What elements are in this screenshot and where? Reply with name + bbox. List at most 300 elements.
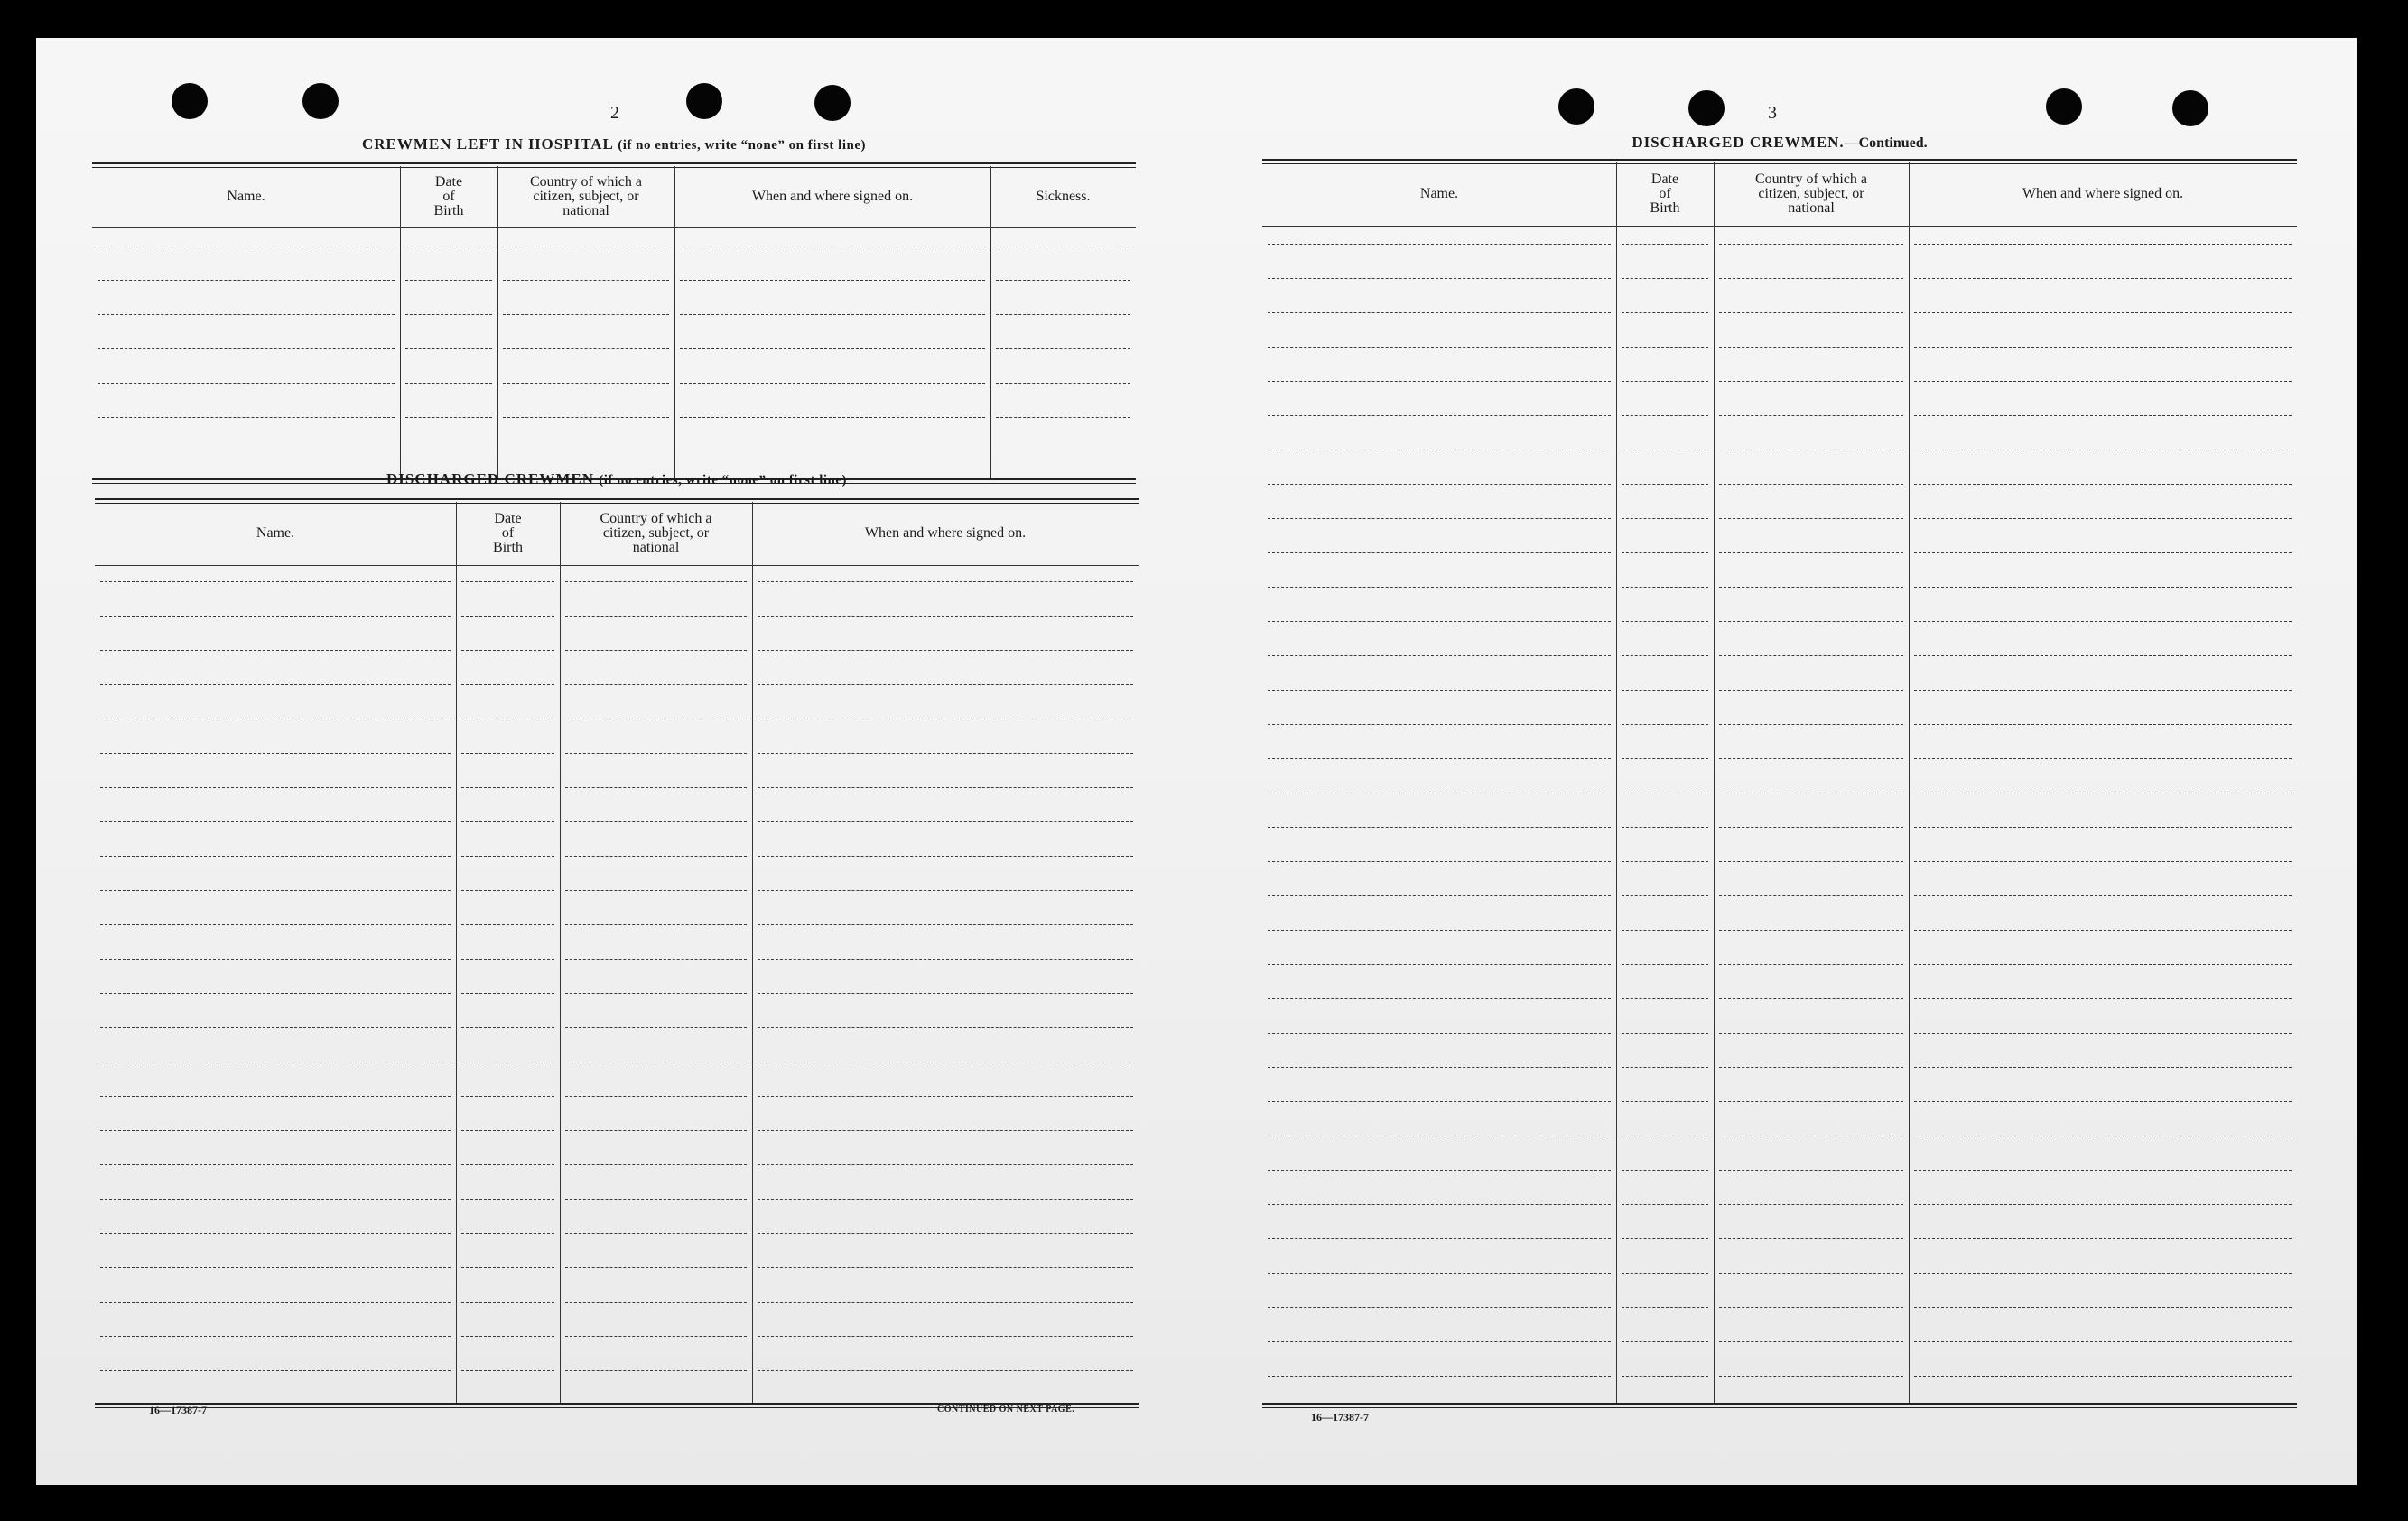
entry-cell[interactable] — [1914, 1341, 2292, 1342]
entry-cell[interactable] — [1622, 347, 1708, 348]
entry-cell[interactable] — [1719, 347, 1903, 348]
header-rule — [92, 227, 1136, 228]
column-header-line: When and where signed on. — [864, 525, 1027, 541]
entry-cell[interactable] — [1719, 484, 1903, 485]
entry-cell[interactable] — [1914, 1033, 2292, 1034]
entry-cell[interactable] — [1622, 861, 1708, 862]
column-header-line: Birth — [433, 203, 464, 218]
entry-cell[interactable] — [996, 348, 1130, 349]
entry-cell[interactable] — [1914, 244, 2292, 245]
entry-cell[interactable] — [1622, 1273, 1708, 1274]
entry-cell[interactable] — [1914, 895, 2292, 896]
column-header-line: national — [632, 540, 680, 555]
entry-cell[interactable] — [1622, 895, 1708, 896]
entry-cell[interactable] — [1719, 1033, 1903, 1034]
column-header-line: Birth — [1650, 200, 1680, 216]
table-bottom-rule — [1262, 1403, 2297, 1408]
entry-cell[interactable] — [1622, 1170, 1708, 1171]
column-header — [1909, 164, 2297, 224]
column-header-line: citizen, subject, or — [533, 189, 639, 204]
entry-cell[interactable] — [405, 417, 492, 418]
entry-cell[interactable] — [461, 1164, 554, 1165]
entry-cell[interactable] — [1914, 381, 2292, 382]
continued-section-title — [1262, 134, 2297, 152]
column-header — [990, 168, 1136, 226]
column-header-line: Country of which a — [1755, 172, 1867, 187]
entry-cell[interactable] — [565, 650, 747, 651]
column-divider — [1909, 162, 1910, 1403]
column-divider — [1616, 162, 1617, 1403]
entry-cell[interactable] — [100, 959, 451, 960]
entry-cell[interactable] — [758, 1164, 1133, 1165]
entry-cell[interactable] — [1622, 1238, 1708, 1239]
entry-cell[interactable] — [565, 1027, 747, 1028]
entry-cell[interactable] — [98, 417, 395, 418]
column-header-line: Date — [494, 511, 522, 526]
entry-cell[interactable] — [461, 1199, 554, 1200]
entry-cell[interactable] — [996, 383, 1130, 384]
entry-cell[interactable] — [100, 1336, 451, 1337]
entry-cell[interactable] — [503, 348, 669, 349]
entry-cell[interactable] — [100, 993, 451, 994]
entry-cell[interactable] — [100, 1096, 451, 1097]
entry-cell[interactable] — [680, 348, 985, 349]
entry-cell[interactable] — [1719, 518, 1903, 519]
entry-cell[interactable] — [1268, 621, 1611, 622]
entry-cell[interactable] — [1914, 1067, 2292, 1068]
entry-cell[interactable] — [758, 1130, 1133, 1131]
entry-cell[interactable] — [1914, 621, 2292, 622]
entry-cell[interactable] — [1268, 724, 1611, 725]
entry-cell[interactable] — [1914, 724, 2292, 725]
entry-cell[interactable] — [758, 787, 1133, 788]
entry-cell[interactable] — [1914, 1101, 2292, 1102]
entry-cell[interactable] — [100, 1130, 451, 1131]
page-number-left: 2 — [610, 103, 619, 123]
entry-cell[interactable] — [758, 1199, 1133, 1200]
column-header — [752, 504, 1139, 563]
entry-cell[interactable] — [1622, 690, 1708, 691]
entry-cell[interactable] — [1719, 895, 1903, 896]
column-header-line: Sickness. — [1036, 189, 1091, 204]
entry-cell[interactable] — [1622, 1307, 1708, 1308]
entry-cell[interactable] — [565, 1370, 747, 1371]
entry-cell[interactable] — [1622, 1033, 1708, 1034]
column-divider — [752, 502, 753, 1403]
entry-cell[interactable] — [461, 1027, 554, 1028]
column-header-line: of — [442, 189, 455, 204]
entry-cell[interactable] — [1719, 861, 1903, 862]
entry-cell[interactable] — [1268, 587, 1611, 588]
entry-cell[interactable] — [100, 650, 451, 651]
entry-cell[interactable] — [1719, 1376, 1903, 1377]
entry-cell[interactable] — [461, 924, 554, 925]
entry-cell[interactable] — [100, 890, 451, 891]
entry-cell[interactable] — [1268, 1101, 1611, 1102]
entry-cell[interactable] — [461, 1370, 554, 1371]
entry-cell[interactable] — [565, 1302, 747, 1303]
punch-hole — [2172, 90, 2208, 126]
entry-cell[interactable] — [461, 684, 554, 685]
entry-cell[interactable] — [565, 924, 747, 925]
entry-cell[interactable] — [405, 348, 492, 349]
entry-cell[interactable] — [1719, 1067, 1903, 1068]
entry-cell[interactable] — [98, 383, 395, 384]
entry-cell[interactable] — [1914, 484, 2292, 485]
entry-cell[interactable] — [1914, 1307, 2292, 1308]
entry-cell[interactable] — [1622, 1376, 1708, 1377]
entry-cell[interactable] — [503, 314, 669, 315]
column-divider — [1714, 162, 1715, 1403]
entry-cell[interactable] — [1914, 1170, 2292, 1171]
entry-cell[interactable] — [758, 1267, 1133, 1268]
entry-cell[interactable] — [758, 1027, 1133, 1028]
entry-cell[interactable] — [680, 280, 985, 281]
entry-cell[interactable] — [1268, 690, 1611, 691]
entry-cell[interactable] — [1268, 1170, 1611, 1171]
entry-cell[interactable] — [1268, 1307, 1611, 1308]
entry-cell[interactable] — [100, 1370, 451, 1371]
entry-cell[interactable] — [680, 417, 985, 418]
continued-title-text: DISCHARGED CREWMEN. — [1632, 134, 1845, 151]
header-rule — [1262, 226, 2297, 227]
entry-cell[interactable] — [1719, 621, 1903, 622]
entry-cell[interactable] — [1622, 244, 1708, 245]
entry-cell[interactable] — [461, 890, 554, 891]
entry-cell[interactable] — [1914, 278, 2292, 279]
entry-cell[interactable] — [1268, 381, 1611, 382]
entry-cell[interactable] — [461, 1302, 554, 1303]
entry-cell[interactable] — [1719, 998, 1903, 999]
entry-cell[interactable] — [1914, 312, 2292, 313]
entry-cell[interactable] — [1914, 1273, 2292, 1274]
entry-cell[interactable] — [461, 959, 554, 960]
form-number-right: 16—17387-7 — [1311, 1411, 1369, 1424]
entry-cell[interactable] — [758, 1233, 1133, 1234]
entry-cell[interactable] — [461, 616, 554, 617]
entry-cell[interactable] — [758, 1336, 1133, 1337]
entry-cell[interactable] — [100, 1233, 451, 1234]
entry-cell[interactable] — [1719, 1101, 1903, 1102]
entry-cell[interactable] — [1914, 587, 2292, 588]
entry-cell[interactable] — [565, 581, 747, 582]
entry-cell[interactable] — [1268, 827, 1611, 828]
entry-cell[interactable] — [461, 821, 554, 822]
entry-cell[interactable] — [461, 650, 554, 651]
entry-cell[interactable] — [1622, 827, 1708, 828]
entry-cell[interactable] — [405, 314, 492, 315]
column-header-line: When and where signed on. — [751, 189, 914, 204]
entry-cell[interactable] — [565, 787, 747, 788]
entry-cell[interactable] — [996, 417, 1130, 418]
hospital-title-text: CREWMEN LEFT IN HOSPITAL — [362, 135, 613, 153]
entry-cell[interactable] — [1719, 552, 1903, 553]
entry-cell[interactable] — [565, 616, 747, 617]
entry-cell[interactable] — [1719, 415, 1903, 416]
entry-cell[interactable] — [1268, 895, 1611, 896]
entry-cell[interactable] — [503, 383, 669, 384]
column-header — [92, 168, 400, 226]
entry-cell[interactable] — [565, 753, 747, 754]
header-rule — [95, 565, 1139, 566]
column-header-line: Date — [1650, 172, 1679, 187]
entry-cell[interactable] — [100, 1164, 451, 1165]
entry-cell[interactable] — [461, 787, 554, 788]
form-number-left: 16—17387-7 — [149, 1404, 207, 1416]
entry-cell[interactable] — [1268, 1204, 1611, 1205]
hospital-section-title — [92, 135, 1136, 153]
page-number-right: 3 — [1768, 103, 1777, 123]
entry-cell[interactable] — [1719, 278, 1903, 279]
entry-cell[interactable] — [461, 856, 554, 857]
continued-table — [1262, 162, 2297, 1403]
entry-cell[interactable] — [1268, 655, 1611, 656]
entry-cell[interactable] — [1268, 1376, 1611, 1377]
entry-cell[interactable] — [996, 280, 1130, 281]
form-sheet — [36, 38, 2357, 1485]
entry-cell[interactable] — [1719, 381, 1903, 382]
entry-cell[interactable] — [565, 684, 747, 685]
entry-cell[interactable] — [100, 787, 451, 788]
entry-cell[interactable] — [1914, 827, 2292, 828]
column-header — [1616, 164, 1714, 224]
entry-cell[interactable] — [1914, 1204, 2292, 1205]
entry-cell[interactable] — [461, 1336, 554, 1337]
entry-cell[interactable] — [100, 616, 451, 617]
entry-cell[interactable] — [758, 581, 1133, 582]
column-header — [456, 504, 560, 563]
entry-cell[interactable] — [1268, 758, 1611, 759]
punch-hole — [2046, 88, 2082, 125]
entry-cell[interactable] — [100, 581, 451, 582]
entry-cell[interactable] — [1268, 998, 1611, 999]
punch-hole — [172, 83, 208, 119]
entry-cell[interactable] — [565, 993, 747, 994]
entry-cell[interactable] — [1719, 1170, 1903, 1171]
entry-cell[interactable] — [1719, 930, 1903, 931]
entry-cell[interactable] — [98, 348, 395, 349]
entry-cell[interactable] — [461, 753, 554, 754]
entry-cell[interactable] — [1268, 1341, 1611, 1342]
entry-cell[interactable] — [758, 1302, 1133, 1303]
entry-cell[interactable] — [461, 1233, 554, 1234]
entry-cell[interactable] — [1719, 758, 1903, 759]
entry-cell[interactable] — [100, 684, 451, 685]
entry-cell[interactable] — [1622, 1341, 1708, 1342]
entry-cell[interactable] — [503, 280, 669, 281]
entry-cell[interactable] — [1719, 244, 1903, 245]
entry-cell[interactable] — [1719, 587, 1903, 588]
entry-cell[interactable] — [100, 753, 451, 754]
entry-cell[interactable] — [100, 1199, 451, 1200]
discharged-title-text: DISCHARGED CREWMEN — [386, 470, 594, 487]
entry-cell[interactable] — [1719, 1204, 1903, 1205]
punch-hole — [302, 83, 339, 119]
entry-cell[interactable] — [1914, 758, 2292, 759]
entry-cell[interactable] — [565, 1267, 747, 1268]
entry-cell[interactable] — [405, 383, 492, 384]
entry-cell[interactable] — [1622, 998, 1708, 999]
entry-cell[interactable] — [1268, 312, 1611, 313]
entry-cell[interactable] — [100, 821, 451, 822]
entry-cell[interactable] — [758, 993, 1133, 994]
entry-cell[interactable] — [1622, 312, 1708, 313]
entry-cell[interactable] — [758, 650, 1133, 651]
entry-cell[interactable] — [565, 1336, 747, 1337]
entry-cell[interactable] — [1719, 690, 1903, 691]
entry-cell[interactable] — [1268, 1033, 1611, 1034]
entry-cell[interactable] — [100, 924, 451, 925]
punch-hole — [814, 85, 851, 121]
entry-cell[interactable] — [1268, 484, 1611, 485]
entry-cell[interactable] — [1622, 415, 1708, 416]
entry-cell[interactable] — [1622, 758, 1708, 759]
entry-cell[interactable] — [100, 1302, 451, 1303]
entry-cell[interactable] — [503, 417, 669, 418]
column-header-line: citizen, subject, or — [602, 525, 710, 541]
entry-cell[interactable] — [1914, 1376, 2292, 1377]
column-header-line: national — [562, 203, 609, 218]
entry-cell[interactable] — [565, 1233, 747, 1234]
entry-cell[interactable] — [1914, 655, 2292, 656]
entry-cell[interactable] — [1719, 724, 1903, 725]
entry-cell[interactable] — [1622, 484, 1708, 485]
punch-hole — [686, 83, 722, 119]
entry-cell[interactable] — [100, 1267, 451, 1268]
entry-cell[interactable] — [565, 1096, 747, 1097]
entry-cell[interactable] — [1622, 655, 1708, 656]
entry-cell[interactable] — [1268, 1238, 1611, 1239]
entry-cell[interactable] — [565, 1164, 747, 1165]
entry-cell[interactable] — [565, 856, 747, 857]
column-header-line: When and where signed on. — [2022, 186, 2184, 201]
column-header-line: citizen, subject, or — [1758, 186, 1864, 201]
entry-cell[interactable] — [1719, 1238, 1903, 1239]
entry-cell[interactable] — [565, 1199, 747, 1200]
entry-cell[interactable] — [1719, 655, 1903, 656]
entry-cell[interactable] — [758, 616, 1133, 617]
column-header-line: Name. — [1419, 186, 1459, 201]
entry-cell[interactable] — [405, 280, 492, 281]
entry-cell[interactable] — [565, 890, 747, 891]
entry-cell[interactable] — [680, 383, 985, 384]
column-header-line: of — [1659, 186, 1671, 201]
column-header-line: Country of which a — [600, 511, 712, 526]
entry-cell[interactable] — [565, 1130, 747, 1131]
entry-cell[interactable] — [1622, 587, 1708, 588]
entry-cell[interactable] — [1622, 1067, 1708, 1068]
entry-cell[interactable] — [1268, 518, 1611, 519]
entry-cell[interactable] — [565, 821, 747, 822]
entry-cell[interactable] — [1914, 552, 2292, 553]
entry-cell[interactable] — [1914, 690, 2292, 691]
entry-cell[interactable] — [996, 314, 1130, 315]
entry-cell[interactable] — [1719, 312, 1903, 313]
column-divider — [990, 166, 991, 478]
punch-hole — [1688, 90, 1725, 126]
entry-cell[interactable] — [758, 959, 1133, 960]
entry-cell[interactable] — [1914, 1238, 2292, 1239]
entry-cell[interactable] — [461, 1267, 554, 1268]
entry-cell[interactable] — [98, 314, 395, 315]
entry-cell[interactable] — [1268, 930, 1611, 931]
entry-cell[interactable] — [1719, 1341, 1903, 1342]
column-divider — [456, 502, 457, 1403]
entry-cell[interactable] — [1914, 347, 2292, 348]
entry-cell[interactable] — [1622, 964, 1708, 965]
entry-cell[interactable] — [1268, 1067, 1611, 1068]
entry-cell[interactable] — [1622, 724, 1708, 725]
column-header-line: national — [1788, 200, 1835, 216]
entry-cell[interactable] — [1622, 930, 1708, 931]
entry-cell[interactable] — [758, 1370, 1133, 1371]
entry-cell[interactable] — [1914, 930, 2292, 931]
entry-cell[interactable] — [1914, 861, 2292, 862]
entry-cell[interactable] — [98, 280, 395, 281]
entry-cell[interactable] — [1719, 1307, 1903, 1308]
entry-cell[interactable] — [1622, 1101, 1708, 1102]
entry-cell[interactable] — [1268, 415, 1611, 416]
entry-cell[interactable] — [1719, 964, 1903, 965]
entry-cell[interactable] — [1622, 278, 1708, 279]
entry-cell[interactable] — [1268, 1273, 1611, 1274]
entry-cell[interactable] — [1914, 518, 2292, 519]
entry-cell[interactable] — [758, 890, 1133, 891]
entry-cell[interactable] — [680, 314, 985, 315]
column-header — [1714, 164, 1909, 224]
entry-cell[interactable] — [100, 1027, 451, 1028]
column-header-line: Birth — [493, 540, 523, 555]
entry-cell[interactable] — [758, 684, 1133, 685]
entry-cell[interactable] — [461, 1130, 554, 1131]
column-header — [95, 504, 456, 563]
entry-cell[interactable] — [758, 924, 1133, 925]
entry-cell[interactable] — [758, 1096, 1133, 1097]
entry-cell[interactable] — [565, 959, 747, 960]
column-header — [400, 168, 497, 226]
entry-cell[interactable] — [1622, 621, 1708, 622]
entry-cell[interactable] — [461, 993, 554, 994]
entry-cell[interactable] — [758, 856, 1133, 857]
entry-cell[interactable] — [1268, 278, 1611, 279]
entry-cell[interactable] — [461, 581, 554, 582]
entry-cell[interactable] — [758, 753, 1133, 754]
column-header-line: Date — [434, 174, 463, 190]
entry-cell[interactable] — [1719, 827, 1903, 828]
entry-cell[interactable] — [1914, 964, 2292, 965]
column-header — [560, 504, 752, 563]
entry-cell[interactable] — [1914, 415, 2292, 416]
entry-cell[interactable] — [1622, 552, 1708, 553]
entry-cell[interactable] — [1268, 861, 1611, 862]
entry-cell[interactable] — [461, 1096, 554, 1097]
entry-cell[interactable] — [1622, 518, 1708, 519]
entry-cell[interactable] — [1268, 964, 1611, 965]
entry-cell[interactable] — [1914, 998, 2292, 999]
entry-cell[interactable] — [1268, 244, 1611, 245]
entry-cell[interactable] — [100, 856, 451, 857]
entry-cell[interactable] — [1268, 347, 1611, 348]
column-header-line: Name. — [256, 525, 295, 541]
entry-cell[interactable] — [1719, 1273, 1903, 1274]
entry-cell[interactable] — [758, 821, 1133, 822]
entry-cell[interactable] — [1622, 381, 1708, 382]
entry-cell[interactable] — [1622, 1204, 1708, 1205]
entry-cell[interactable] — [1268, 552, 1611, 553]
hospital-table — [92, 166, 1136, 478]
discharged-table — [95, 502, 1139, 1403]
column-header-line: Name. — [227, 189, 265, 204]
